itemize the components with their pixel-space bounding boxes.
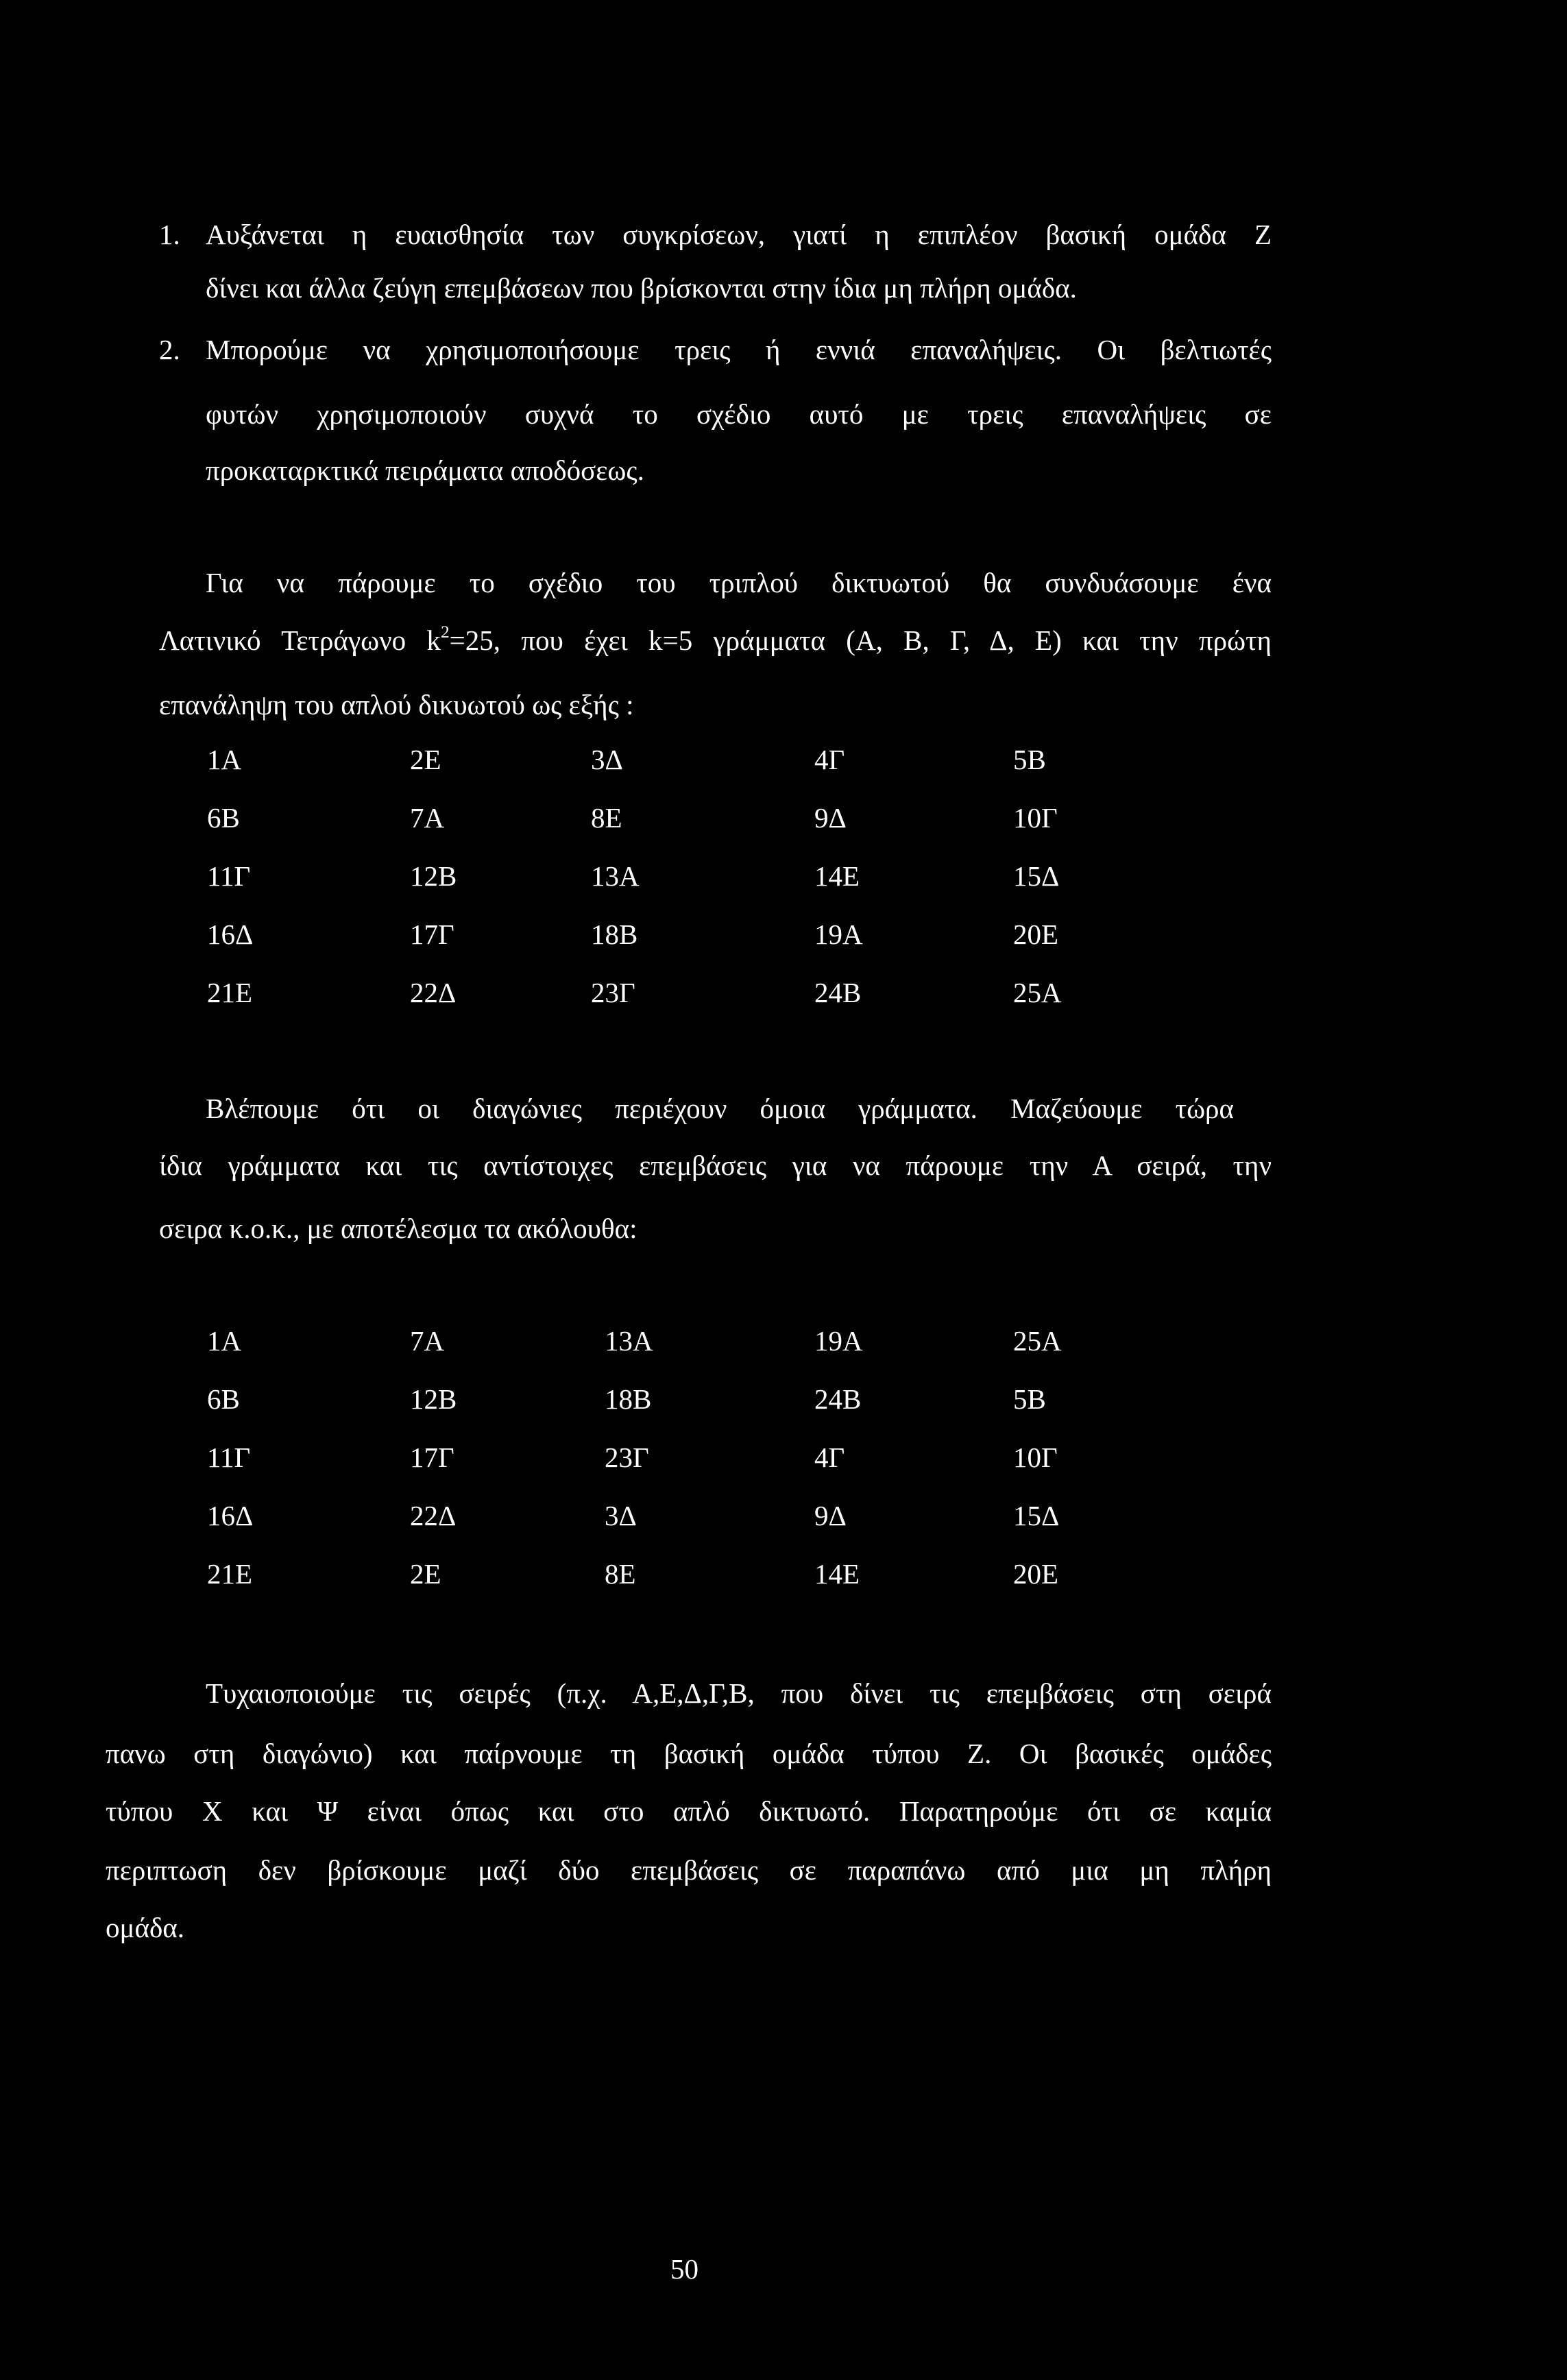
table-row <box>0 1385 1567 1420</box>
table-cell: 13Α <box>591 860 640 892</box>
table-cell: 9Δ <box>814 1500 847 1531</box>
table-cell: 23Γ <box>605 1442 649 1473</box>
table-cell: 21Ε <box>207 977 253 1008</box>
random-line-4: περιπτωση δεν βρίσκουμε μαζί δύο επεμβάσεις σε παραπάνω από μια μη πλήρη <box>106 1854 1272 1886</box>
random-line-5: ομάδα. <box>106 1912 185 1943</box>
table-cell: 18Β <box>605 1383 652 1415</box>
superscript: 2 <box>440 622 450 642</box>
table-cell: 6Β <box>207 1383 240 1415</box>
table-cell: 5Β <box>1013 744 1046 775</box>
table-cell: 10Γ <box>1013 1442 1058 1473</box>
table-cell: 15Δ <box>1013 1500 1060 1531</box>
list-number-1: 1. <box>159 219 180 250</box>
list-item-2-line-1: Μπορούμε να χρησιμοποιήσουμε τρεις ή εννιά επαναλήψεις. Οι βελτιωτές <box>206 334 1272 365</box>
table-row <box>0 804 1567 838</box>
table-cell: 25Α <box>1013 1325 1062 1357</box>
table-cell: 4Γ <box>814 744 845 775</box>
table-cell: 14Ε <box>814 860 860 892</box>
intro-line-2: Λατινικό Τετράγωνο $k^2=25$, που έχει k=5 γράμματα (Α, Β, Γ, Δ, Ε) και την πρώτη <box>159 622 1272 656</box>
random-line-1: Τυχαιοποιούμε τις σειρές (π.χ. Α,Ε,Δ,Γ,Β, που δίνει τις επεμβάσεις στη σειρά <box>206 1677 1272 1709</box>
table-cell: 3Δ <box>591 744 623 775</box>
table-cell: 8Ε <box>591 802 622 834</box>
table-cell: 20Ε <box>1013 919 1059 950</box>
table-cell: 8Ε <box>605 1558 636 1590</box>
table-cell: 18Β <box>591 919 638 950</box>
table-cell: 3Δ <box>605 1500 637 1531</box>
table-row <box>0 1560 1567 1594</box>
list-item-2-line-2: φυτών χρησιμοποιούν συχνά το σχέδιο αυτό με τρεις επαναλήψεις σε <box>206 398 1272 430</box>
table-row <box>0 1444 1567 1478</box>
table-cell: 25Α <box>1013 977 1062 1008</box>
intro-line-3: επανάληψη του απλού δικυωτού ως εξής : <box>159 689 634 720</box>
list-number-2: 2. <box>159 334 180 365</box>
table-row <box>0 1327 1567 1361</box>
intro-line-1: Για να πάρουμε το σχέδιο του τριπλού δικτυωτού θα συνδυάσουμε ένα <box>206 567 1272 598</box>
table-cell: 9Δ <box>814 802 847 834</box>
table-cell: 12Β <box>410 860 457 892</box>
lattice-table-2 <box>0 1327 1567 1601</box>
random-line-2: πανω στη διαγώνιο) και παίρνουμε τη βασική ομάδα τύπου Ζ. Οι βασικές ομάδες <box>106 1738 1272 1769</box>
table-cell: 2Ε <box>410 1558 441 1590</box>
table-cell: 23Γ <box>591 977 635 1008</box>
table-cell: 11Γ <box>207 1442 251 1473</box>
table-cell: 22Δ <box>410 977 457 1008</box>
table-cell: 1Α <box>207 744 242 775</box>
table-cell: 13Α <box>605 1325 653 1357</box>
page-number: 50 <box>670 2253 699 2285</box>
table-cell: 11Γ <box>207 860 251 892</box>
table-cell: 4Γ <box>814 1442 845 1473</box>
diagonal-line-3: σειρα κ.ο.κ., με αποτέλεσμα τα ακόλουθα: <box>159 1213 637 1244</box>
table-cell: 7Α <box>410 1325 445 1357</box>
table-cell: 2Ε <box>410 744 441 775</box>
list-item-2-line-3: προκαταρκτικά πειράματα αποδόσεως. <box>206 454 644 486</box>
table-cell: 7Α <box>410 802 445 834</box>
table-cell: 22Δ <box>410 1500 457 1531</box>
table-row <box>0 1502 1567 1536</box>
table-cell: 16Δ <box>207 919 254 950</box>
table-row <box>0 746 1567 780</box>
diagonal-line-1: Βλέπουμε ότι οι διαγώνιες περιέχουν όμοια γράμματα. Μαζεύουμε τώρα <box>206 1093 1234 1124</box>
diagonal-line-2: ίδια γράμματα και τις αντίστοιχες επεμβάσεις για να πάρουμε την Α σειρά, την <box>159 1150 1272 1181</box>
table-cell: 10Γ <box>1013 802 1058 834</box>
table-cell: 24Β <box>814 977 862 1008</box>
table-cell: 6Β <box>207 802 240 834</box>
table-cell: 16Δ <box>207 1500 254 1531</box>
table-cell: 17Γ <box>410 1442 454 1473</box>
list-item-1-line-2: δίνει και άλλα ζεύγη επεμβάσεων που βρίσκονται στην ίδια μη πλήρη ομάδα. <box>206 272 1077 304</box>
table-row <box>0 979 1567 1013</box>
table-cell: 21Ε <box>207 1558 253 1590</box>
table-cell: 24Β <box>814 1383 862 1415</box>
table-cell: 12Β <box>410 1383 457 1415</box>
table-row <box>0 862 1567 897</box>
table-cell: 14Ε <box>814 1558 860 1590</box>
table-cell: 17Γ <box>410 919 454 950</box>
lattice-table-1 <box>0 746 1567 1020</box>
table-row <box>0 921 1567 955</box>
table-cell: 19Α <box>814 1325 863 1357</box>
table-cell: 15Δ <box>1013 860 1060 892</box>
table-cell: 19Α <box>814 919 863 950</box>
random-line-3: τύπου Χ και Ψ είναι όπως και στο απλό δικτυωτό. Παρατηρούμε ότι σε καμία <box>106 1795 1272 1827</box>
table-cell: 1Α <box>207 1325 242 1357</box>
table-cell: 20Ε <box>1013 1558 1059 1590</box>
list-item-1-line-1: Αυξάνεται η ευαισθησία των συγκρίσεων, γιατί η επιπλέον βασική ομάδα Ζ <box>206 219 1272 250</box>
table-cell: 5Β <box>1013 1383 1046 1415</box>
